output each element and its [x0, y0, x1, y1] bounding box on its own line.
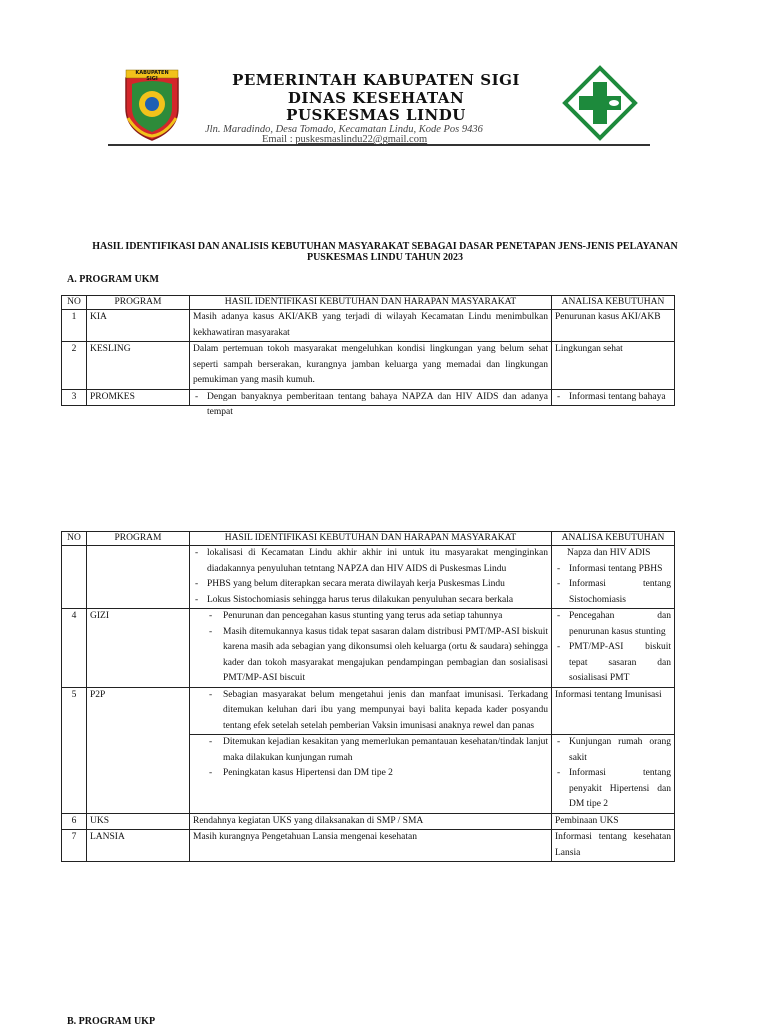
cont-hasil-p1: lokalisasi di Kecamatan Lindu akhir akhir ini untuk itu masyarakat menginginkan diadakannya penyuluhan tetntang NAPZA dan HIV AIDS di Puskesmas Lindu: [207, 548, 548, 574]
table-row: [62, 546, 675, 609]
row-program: GIZI: [87, 609, 190, 688]
kop-email-label: Email :: [262, 134, 293, 145]
header-analisa: ANALISA KEBUTUHAN: [552, 296, 675, 310]
cont-hasil-bullet1: - PHBS yang belum diterapkan secara merata diwilayah kerja Puskesmas Lindu: [193, 577, 548, 593]
table-row: [62, 342, 675, 390]
gizi-analisa-bullet2: - PMT/MP-ASI biskuit tepat sasaran dan sosialisasi PMT: [555, 640, 671, 687]
cont-hasil-bullet2: - Lokus Sistochomiasis sehingga harus terus dilakukan penyuluhan secara berkala: [193, 593, 548, 609]
table-row: [62, 687, 675, 735]
row-no: 5: [62, 687, 87, 813]
row-program: KIA: [87, 310, 190, 342]
cont-analisa-bullet1: - Informasi tentang PBHS: [555, 562, 671, 578]
kop-address: Jln. Maradindo, Desa Tomado, Kecamatan Lindu, Kode Pos 9436: [205, 124, 483, 135]
p2p-analisa-bullet1: - Kunjungan rumah orang sakit: [555, 735, 671, 766]
row-program: P2P: [87, 687, 190, 813]
row-hasil: [190, 546, 552, 609]
document-title-line2: PUSKESMAS LINDU TAHUN 2023: [306, 252, 464, 263]
document-title-line1: HASIL IDENTIFIKASI DAN ANALISIS KEBUTUHAN MASYARAKAT SEBAGAI DASAR PENETAPAN JENS-JENIS PELAYANAN: [92, 241, 678, 252]
header-program: PROGRAM: [87, 532, 190, 546]
header-analisa: ANALISA KEBUTUHAN: [552, 532, 675, 546]
row-no: 2: [62, 342, 87, 390]
table-row: [62, 310, 675, 342]
row-program: KESLING: [87, 342, 190, 390]
row-analisa: Lingkungan sehat: [552, 342, 675, 390]
row-no: 7: [62, 830, 87, 862]
table-header-row: [62, 296, 675, 310]
row-analisa: Pembinaan UKS: [552, 813, 675, 830]
gizi-hasil-bullet2: - Masih ditemukannya kasus tidak tepat sasaran dalam distribusi PMT/MP-ASI biskuit karena masih ada sebagian yang dikonsumsi oleh keluarga (ortu & saudara) sehingga kader dan tokoh masyarakat mengajukan pendampingan pembagian dan sosialisasi PMT/MP-ASI biscuit: [193, 625, 548, 687]
cont-analisa-bullet2: - Informasi tentang Sistochomiasis: [555, 577, 671, 608]
row-analisa: Informasi tentang Imunisasi: [552, 687, 675, 735]
ukm-table-page2: [61, 531, 675, 862]
row-analisa: [552, 609, 675, 688]
table-row: [62, 389, 675, 406]
header-program: PROGRAM: [87, 296, 190, 310]
header-hasil: HASIL IDENTIFIKASI KEBUTUHAN DAN HARAPAN MASYARAKAT: [190, 296, 552, 310]
kop-email-value: puskesmaslindu22@gmail.com: [295, 134, 428, 145]
regency-logo: [118, 68, 186, 142]
row-program: UKS: [87, 813, 190, 830]
row-analisa-cell: [552, 389, 675, 406]
kop-line2: DINAS KESEHATAN: [287, 89, 465, 107]
row-analisa: Informasi tentang kesehatan Lansia: [552, 830, 675, 862]
header-no: NO: [62, 296, 87, 310]
table-header-row: [62, 532, 675, 546]
row-no: [62, 546, 87, 609]
row-hasil: Rendahnya kegiatan UKS yang dilaksanakan di SMP / SMA: [190, 813, 552, 830]
cont-hasil-text: [193, 546, 548, 577]
logo-ribbon-text: KABUPATEN SIGI: [135, 70, 169, 82]
row-hasil: [190, 609, 552, 688]
p2p-analisa-bullet2: - Informasi tentang penyakit Hipertensi dan DM tipe 2: [555, 766, 671, 813]
row-no: 6: [62, 813, 87, 830]
row-hasil: [190, 735, 552, 814]
gizi-analisa-bullet1: - Pencegahan dan penurunan kasus stunting: [555, 609, 671, 640]
table-row: [62, 830, 675, 862]
table-row: [62, 813, 675, 830]
row-hasil: Dalam pertemuan tokoh masyarakat mengeluhkan kondisi lingkungan yang belum sehat seperti sampah berserakan, kurangnya jamban keluarga yang memadai dan lingkungan pemukiman yang masih kumuh.: [190, 342, 552, 390]
row-analisa: [552, 546, 675, 609]
gizi-hasil-bullet1: - Penurunan dan pencegahan kasus stunting yang terus ada setiap tahunnya: [193, 609, 548, 625]
table-row: [62, 609, 675, 688]
ukm-table-page1: [61, 295, 675, 417]
row-program: [87, 546, 190, 609]
kop-line1: PEMERINTAH KABUPATEN SIGI: [232, 71, 520, 89]
header-no: NO: [62, 532, 87, 546]
p2p-hasil-bullet2: - Ditemukan kejadian kesakitan yang memerlukan pemantauan kesehatan/tindak lanjut maka dilakukan kunjungan rumah: [193, 735, 548, 766]
row-hasil: - Dengan banyaknya pemberitaan tentang bahaya NAPZA dan HIV AIDS dan adanya tempat: [193, 390, 548, 404]
kop-divider: [108, 144, 650, 146]
row-hasil-cell: [190, 389, 552, 417]
row-program: LANSIA: [87, 830, 190, 862]
row-analisa: Penurunan kasus AKI/AKB: [552, 310, 675, 342]
row-no: 1: [62, 310, 87, 342]
puskesmas-logo: [563, 66, 637, 140]
p2p-hasil-bullet3: - Peningkatan kasus Hipertensi dan DM tipe 2: [193, 766, 548, 782]
row-analisa: [552, 735, 675, 814]
row-no: 3: [62, 389, 87, 406]
row-no: 4: [62, 609, 87, 688]
p2p-hasil-bullet1: - Sebagian masyarakat belum mengetahui jenis dan manfaat imunisasi. Terkadang ditemukan keluhan dari ibu yang mempunyai bayi balita kepada kader posyandu tentang efek setelah setelah pemberian Vaksin imunisasi anaknya rewel dan panas: [193, 688, 548, 735]
row-hasil: Masih kurangnya Pengetahuan Lansia mengenai kesehatan: [190, 830, 552, 862]
row-hasil: [190, 687, 552, 735]
section-a-heading: A. PROGRAM UKM: [67, 274, 159, 285]
document-title: [80, 241, 690, 263]
kop-line3: PUSKESMAS LINDU: [286, 106, 466, 124]
cont-analisa-p1: Napza dan HIV ADIS: [567, 548, 651, 558]
section-b-heading: B. PROGRAM UKP: [67, 1016, 156, 1027]
row-analisa: - Informasi tentang bahaya: [555, 390, 671, 404]
row-hasil: Masih adanya kasus AKI/AKB yang terjadi di wilayah Kecamatan Lindu menimbulkan kekhawatiran masyarakat: [190, 310, 552, 342]
row-program: PROMKES: [87, 389, 190, 406]
header-hasil: HASIL IDENTIFIKASI KEBUTUHAN DAN HARAPAN MASYARAKAT: [190, 532, 552, 546]
